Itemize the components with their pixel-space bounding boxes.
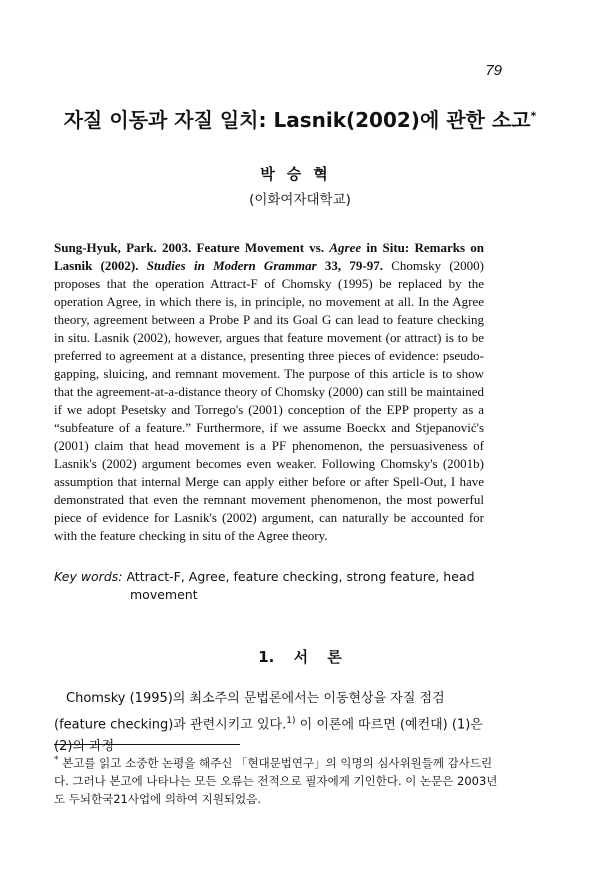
footnote-text: 본고를 읽고 소중한 논평을 해주신 「현대문법연구」의 익명의 심사위원들께 감사드린다. 그러나 본고에 나타나는 모든 오류는 전적으로 필자에게 기인한다. 이 논문은 2003년도 두뇌한국21사업에 의하여 지원되었음. (54, 755, 498, 806)
keywords (54, 568, 494, 604)
citation-part3: 33, 79-97. (316, 258, 383, 273)
author-affiliation: (이화여자대학교) (249, 192, 351, 208)
footnote-ref: 1) (286, 716, 296, 726)
paper-title (0, 104, 600, 133)
citation-journal: Studies in Modern Grammar (146, 258, 317, 273)
citation-agree: Agree (329, 240, 362, 255)
keywords-label: Key words: (54, 569, 123, 584)
footnote (54, 751, 502, 808)
title-footnote-mark: * (530, 109, 537, 123)
page-number: 79 (485, 62, 502, 79)
keywords-list: Attract-F, Agree, feature checking, strong feature, head (122, 569, 475, 584)
abstract-text: Chomsky (2000) proposes that the operation Attract-F of Chomsky (1995) be replaced by the operation Agree, in which there is, in principle, no movement at all. In the Agree theory, agreement between a Probe P and its Goal G can lead to feature checking in situ. Lasnik (2002), however, argues that feature movement (or attract) is to be preferred to agreement at a distance, presenting three pieces of evidence: pseudo-gapping, sluicing, and remnant movement. The purpose of this article is to show that the agreement-at-a-distance theory of Chomsky (2000) can still be maintained if we adopt Pesetsky and Torrego's (2001) conception of the EPP property as a “subfeature of a feature.” Furthermore, if we assume Boeckx and Stjepanović's (2001) claim that head movement is a PF phenomenon, the persuasiveness of Lasnik's (2002) argument becomes even weaker. Following Chomsky's (2001b) assumption that internal Merge can apply either before or after Spell-Out, I have demonstrated that even the remnant movement phenomenon, the most powerful piece of evidence for Lasnik's (2002) argument, can naturally be accounted for with the feature checking in situ of the Agree theory. (54, 258, 484, 543)
title-text: 자질 이동과 자질 일치: Lasnik(2002)에 관한 소고 (63, 108, 531, 132)
author-name: 박승혁 (260, 165, 340, 183)
body-paragraph (54, 688, 494, 758)
keywords-line2: movement (130, 587, 198, 602)
footnote-mark: * (54, 755, 59, 765)
body-text-before: Chomsky (1995)의 최소주의 문법론에서는 이동현상을 자질 점검(feature checking)과 관련시키고 있다. (54, 691, 445, 733)
citation-part1: Sung-Hyuk, Park. 2003. Feature Movement vs. (54, 240, 330, 255)
section-heading: 1. 서 론 (258, 648, 342, 666)
keywords-line1 (54, 568, 494, 586)
abstract (54, 239, 484, 545)
body-text-after: 이 이론에 따르면 (예컨대) (1)은 (2)의 과정 (54, 717, 483, 755)
citation-part2: in Situ: Remarks on Lasnik (2002). (54, 240, 484, 273)
footnote-divider (54, 744, 240, 745)
